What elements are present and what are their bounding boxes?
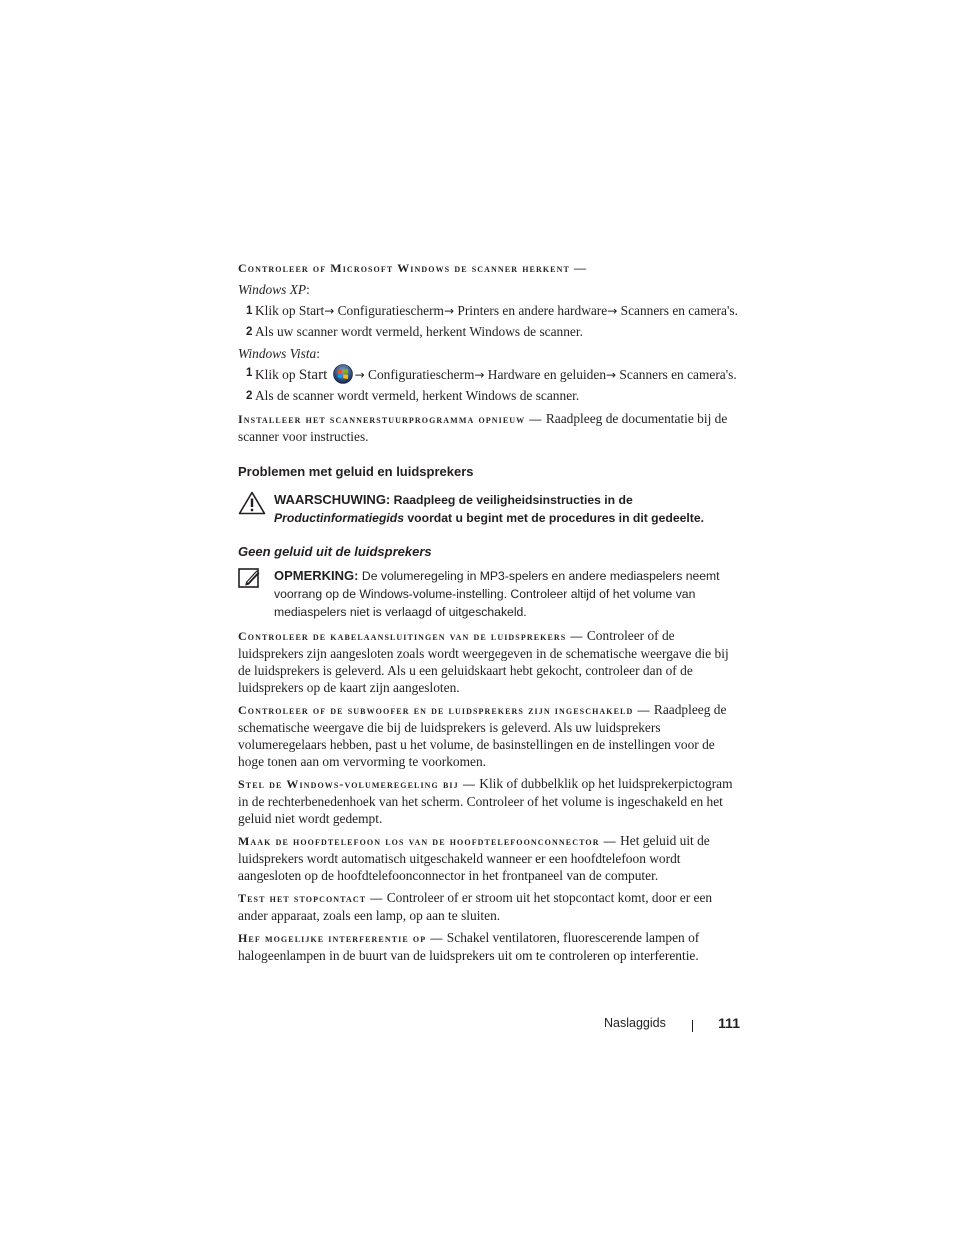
page-content (238, 259, 738, 969)
page-footer (604, 1015, 740, 1035)
arrow-right-icon: → (324, 304, 335, 318)
arrow-right-icon: → (354, 368, 365, 382)
xp-step-1: 1 Klik op Start→ Configuratiescherm→ Printers en andere hardware→ Scanners en camera's. (246, 303, 738, 318)
troubleshoot-item: Maak de hoofdtelefoon los van de hoofdtelefoonconnector — Het geluid uit de luidsprekers wordt automatisch uitgeschakeld wanneer er een hoofdtelefoon wordt aangesloten op de hoofdtelefoonconnector in het frontpaneel van de computer. (238, 833, 710, 883)
start-label: Start (298, 303, 325, 318)
troubleshoot-item: Controleer de kabelaansluitingen van de luidsprekers — Controleer of de luidsprekers zijn aangesloten zoals wordt weergegeven in de schematische weergave die bij de luidsprekers is geleverd. Als u een geluidskaart hebt gekocht, controleer dan of de luidsprekers op de kaart zijn aangesloten. (238, 628, 729, 695)
vista-step-2: 2 Als de scanner wordt vermeld, herkent Windows de scanner. (246, 388, 580, 403)
vista-step-1: 1 Klik op Start → Configuratiescherm→ Hardware en geluiden→ Scanners en camera's. (246, 364, 738, 384)
section-title: Problemen met geluid en luidsprekers (238, 464, 474, 479)
xp-step-2: 2 Als uw scanner wordt vermeld, herkent Windows de scanner. (246, 324, 583, 339)
subsection-title: Geen geluid uit de luidsprekers (238, 544, 432, 559)
troubleshoot-item: Hef mogelijke interferentie op — Schakel ventilatoren, fluorescerende lampen of halogeenlampen in de buurt van de luidsprekers uit om te controleren op interferentie. (238, 930, 700, 963)
windows-vista-label: Windows Vista: (238, 346, 320, 361)
warning-triangle-icon (238, 491, 274, 527)
page-number: 111 (718, 1015, 740, 1031)
note-pencil-icon (238, 567, 274, 621)
troubleshoot-item: Stel de Windows-volumeregeling bij — Klik of dubbelklik op het luidsprekerpictogram in de rechterbenedenhoek van het scherm. Controleer of het volume is ingeschakeld en het geluid niet wordt gedempt. (238, 776, 733, 826)
arrow-right-icon: → (607, 304, 618, 318)
reinstall-driver-paragraph: Installeer het scannerstuurprogramma opnieuw — Raadpleeg de documentatie bij de scanner voor instructies. (238, 411, 728, 444)
note-notice: OPMERKING: De volumeregeling in MP3-spelers en andere mediaspelers neemt voorrang op de Windows-volume-instelling. Controleer altijd of het volume van mediaspelers niet is verlaagd of uitgeschakeld. (238, 567, 738, 621)
warning-notice: WAARSCHUWING: Raadpleeg de veiligheidsinstructies in de Productinformatiegids voordat u begint met de procedures in dit gedeelte. (238, 491, 738, 527)
troubleshoot-item: Test het stopcontact — Controleer of er stroom uit het stopcontact komt, door er een ander apparaat, zoals een lamp, op aan te sluiten. (238, 890, 713, 923)
windows-xp-label: Windows XP: (238, 282, 310, 297)
arrow-right-icon: → (474, 368, 485, 382)
scanner-check-heading: Controleer of Microsoft Windows de scanner herkent — (238, 261, 588, 275)
footer-title: Naslaggids (604, 1016, 666, 1030)
windows-start-orb-icon (333, 364, 353, 384)
warning-label: WAARSCHUWING: (274, 492, 391, 507)
note-label: OPMERKING: (274, 568, 359, 583)
troubleshoot-item: Controleer of de subwoofer en de luidsprekers zijn ingeschakeld — Raadpleeg de schematische weergave die bij de luidsprekers is geleverd. Als uw luidsprekers volumeregelaars hebben, past u het volume, de basinstellingen en de instellingen voor de hoge tonen aan om vervorming te voorkomen. (238, 702, 727, 769)
guide-title: Productinformatiegids (274, 511, 405, 525)
start-label: Start (298, 367, 328, 383)
arrow-right-icon: → (606, 368, 617, 382)
arrow-right-icon: → (443, 304, 455, 318)
footer-divider (692, 1020, 693, 1032)
